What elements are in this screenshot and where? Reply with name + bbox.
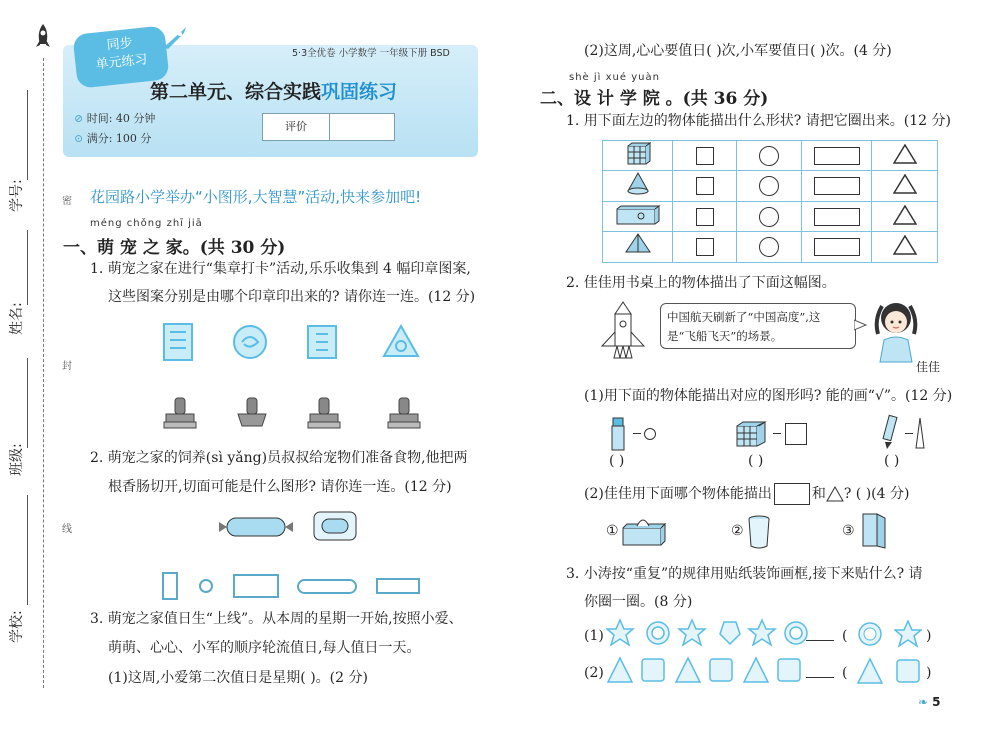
thin-triangle-shape — [914, 416, 926, 450]
section1-pinyin: méng chǒng zhī jiā — [90, 218, 203, 229]
option-1-label[interactable]: ① — [606, 523, 619, 539]
school-line — [27, 495, 28, 605]
girl-avatar — [868, 298, 926, 364]
option-circle[interactable] — [737, 202, 802, 232]
pencil-icon — [880, 414, 902, 450]
stamp-tool-2[interactable] — [234, 396, 270, 432]
option-square[interactable] — [673, 232, 737, 263]
stamp-tool-4[interactable] — [386, 396, 422, 432]
shape-option-circle[interactable] — [199, 579, 213, 593]
section2-pinyin: shè jì xué yuàn — [569, 72, 660, 83]
clock-icon: ⊘ — [74, 112, 84, 125]
rectangle-figure — [774, 483, 810, 505]
s2-q2-sub1: (1)用下面的物体能描出对应的图形吗? 能的画“√”。(12 分) — [584, 388, 953, 404]
cone-icon — [625, 171, 651, 197]
speech-line1: 中国航天刷新了“中国高度”,这 — [667, 310, 821, 324]
series-label: 5·3全优卷 小学数学 一年级下册 BSD — [292, 48, 450, 59]
triangle-figure — [826, 486, 844, 502]
object-cone — [603, 171, 673, 202]
time-info — [74, 110, 155, 126]
dash — [905, 433, 913, 434]
row2-choice-a[interactable] — [856, 657, 884, 685]
rocket-badge-icon — [160, 25, 190, 51]
section2-title: 二、设 计 学 院 。(共 36 分) — [540, 89, 769, 109]
option-triangle[interactable] — [872, 232, 938, 263]
time-text: 时间: 40 分钟 — [86, 112, 156, 125]
square-shape — [785, 423, 807, 445]
dash — [773, 433, 781, 434]
seal-mark-1: 密 — [62, 196, 72, 207]
answer-blank-1[interactable] — [806, 640, 834, 641]
s2-q3-line1: 3. 小涛按“重复”的规律用贴纸装饰画框,接下来贴什么? 请 — [566, 566, 923, 582]
page-title-main: 第二单元、综合实践 — [150, 81, 322, 103]
option-circle[interactable] — [737, 141, 802, 171]
option-circle[interactable] — [737, 232, 802, 263]
shape-option-rectangle[interactable] — [233, 574, 279, 598]
answer-blank-2[interactable] — [806, 677, 834, 678]
glue-stick-icon — [606, 416, 630, 452]
rubik-cube-icon — [625, 142, 651, 166]
stamp-pattern-square[interactable] — [306, 322, 338, 362]
badge-line2: 单元练习 — [94, 52, 149, 73]
shape-option-rounded-bar[interactable] — [297, 579, 357, 594]
student-id-line — [27, 90, 28, 180]
table-row — [603, 232, 938, 263]
small-circle-shape — [644, 428, 656, 440]
section1-title: 一、萌 宠 之 家。(共 30 分) — [63, 238, 286, 258]
speech-bubble — [660, 303, 856, 349]
box-icon — [615, 204, 661, 226]
s1-q1-line2: 这些图案分别是由哪个印章印出来的? 请你连一连。(12 分) — [108, 289, 476, 305]
row2-choice-open: ( — [842, 665, 848, 681]
evaluation-box[interactable] — [262, 113, 395, 141]
answer-paren-1[interactable]: ( ) — [609, 453, 625, 469]
class-label: 班级: — [9, 443, 25, 476]
option-2-label[interactable]: ② — [731, 523, 744, 539]
stamp-pattern-circle[interactable] — [232, 324, 268, 360]
row1-choice-close: ) — [926, 628, 932, 644]
class-line — [27, 358, 28, 448]
stamp-pattern-triangle[interactable] — [382, 324, 420, 358]
option-square[interactable] — [673, 171, 737, 202]
rocket-drawing — [598, 300, 648, 372]
s1-q3-sub2: (2)这周,心心要值日( )次,小军要值日( )次。(4 分) — [584, 43, 892, 59]
activity-banner: 花园路小学举办“小图形,大智慧”活动,快来参加吧! — [90, 188, 422, 206]
object-cube — [603, 141, 673, 171]
shape-option-flat-rectangle[interactable] — [376, 578, 420, 594]
page-title — [150, 77, 397, 104]
s2-q3-line2: 你圈一圈。(8 分) — [584, 594, 693, 610]
triangular-prism-icon[interactable] — [857, 510, 887, 550]
evaluation-label: 评价 — [263, 114, 330, 140]
option-rectangle[interactable] — [802, 171, 872, 202]
evaluation-field[interactable] — [330, 114, 394, 140]
name-label: 姓名: — [9, 302, 25, 335]
school-label: 学校: — [9, 610, 25, 643]
option-square[interactable] — [673, 141, 737, 171]
speech-line2: 是“飞船飞天”的场景。 — [667, 329, 783, 343]
option-triangle[interactable] — [872, 141, 938, 171]
table-row — [603, 141, 938, 171]
answer-paren-3[interactable]: ( ) — [884, 453, 900, 469]
row1-choice-b[interactable] — [894, 620, 922, 648]
s1-q3-line2: 萌萌、心心、小军的顺序轮流值日,每人值日一天。 — [108, 640, 421, 656]
cup-icon[interactable] — [746, 514, 772, 550]
answer-paren-2[interactable]: ( ) — [748, 453, 764, 469]
object-pyramid — [603, 232, 673, 263]
dashed-binding-line — [43, 58, 44, 688]
option-square[interactable] — [673, 202, 737, 232]
row1-choice-a[interactable] — [856, 620, 884, 648]
option-triangle[interactable] — [872, 171, 938, 202]
check-circle-icon: ⊙ — [74, 132, 84, 145]
student-id-label: 学号: — [9, 179, 25, 212]
s2-q2-sub2-b: 和 — [811, 486, 826, 502]
table-row — [603, 202, 938, 232]
stamp-tool-3[interactable] — [306, 396, 342, 432]
cube-icon — [735, 420, 769, 448]
sausage-pack-icon[interactable] — [310, 508, 360, 544]
table-row — [603, 171, 938, 202]
option-circle[interactable] — [737, 171, 802, 202]
s2-q2-sub2-c: ? ( )(4 分) — [843, 486, 910, 502]
s1-q2-line2: 根香肠切开,切面可能是什么图形? 请你连一连。(12 分) — [108, 479, 452, 495]
row2-choice-close: ) — [926, 665, 932, 681]
option-rectangle[interactable] — [802, 141, 872, 171]
pattern-row1 — [606, 618, 826, 650]
s1-q3-sub1: (1)这周,小爱第二次值日是星期( )。(2 分) — [108, 670, 368, 686]
row2-choice-b[interactable] — [894, 657, 922, 685]
page-number-text: 5 — [932, 695, 941, 709]
stamp-tool-1[interactable] — [162, 396, 198, 432]
seal-mark-3: 线 — [62, 524, 72, 535]
page-title-highlight: 巩固练习 — [321, 81, 398, 103]
s1-q2-line1: 2. 萌宠之家的饲养(sì yǎng)员叔叔给宠物们准备食物,他把两 — [90, 450, 468, 466]
option-rectangle[interactable] — [802, 202, 872, 232]
stamp-pattern-rectangle[interactable] — [162, 322, 194, 362]
s1-q3-line1: 3. 萌宠之家值日生“上线”。从本周的星期一开始,按照小爱、 — [90, 611, 463, 627]
score-info — [74, 130, 151, 146]
pyramid-icon — [624, 232, 652, 258]
page-number — [918, 695, 940, 709]
object-box — [603, 202, 673, 232]
option-rectangle[interactable] — [802, 232, 872, 263]
pattern-row1-label: (1) — [584, 628, 604, 644]
name-line — [27, 230, 28, 305]
tissue-box-icon[interactable] — [621, 514, 667, 548]
score-text: 满分: 100 分 — [86, 132, 152, 145]
seal-mark-2: 封 — [62, 361, 72, 372]
s2-q2: 2. 佳佳用书桌上的物体描出了下面这幅图。 — [566, 275, 836, 291]
speech-tail — [854, 318, 868, 332]
pattern-row2-label: (2) — [584, 665, 604, 681]
leaf-icon: ❧ — [918, 695, 929, 709]
s2-q2-sub2-a: (2)佳佳用下面哪个物体能描出 — [584, 486, 772, 502]
option-3-label[interactable]: ③ — [842, 523, 855, 539]
girl-name: 佳佳 — [916, 360, 941, 374]
shape-option-tall-rectangle[interactable] — [162, 572, 178, 600]
rocket-icon — [32, 22, 54, 52]
s2-q1: 1. 用下面左边的物体能描出什么形状? 请把它圈出来。(12 分) — [566, 113, 951, 129]
s1-q1-line1: 1. 萌宠之家在进行“集章打卡”活动,乐乐收集到 4 幅印章图案, — [90, 261, 471, 277]
shape-table — [602, 140, 938, 263]
row1-choice-open: ( — [842, 628, 848, 644]
pattern-row2 — [606, 656, 806, 686]
badge-line1: 同步 — [105, 35, 134, 54]
s2-q2-sub2 — [584, 483, 909, 505]
dash — [633, 433, 641, 434]
sausage-icon[interactable] — [215, 512, 297, 542]
option-triangle[interactable] — [872, 202, 938, 232]
